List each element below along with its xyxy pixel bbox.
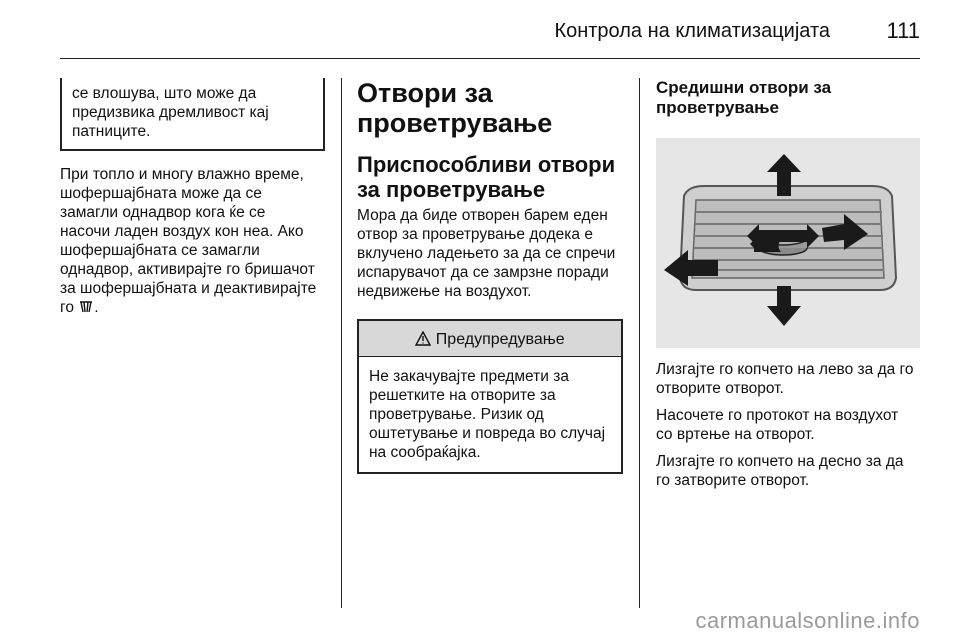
note-box: се влошува, што може да предизвика дремливост кај патниците. <box>60 78 325 151</box>
header-divider <box>60 58 920 59</box>
body-paragraph: Насочете го протокот на воздухот со вртење на отворот. <box>656 407 899 443</box>
section-heading: Отвори за проветрување <box>357 78 553 138</box>
page-number: 111 <box>886 18 920 43</box>
watermark: carmanualsonline.info <box>695 608 920 633</box>
warning-triangle-icon <box>415 331 431 348</box>
warning-text: Не закачувајте предмети за решетките на отворите за проветрување. Ризик од оштетување и повреда во случај на сообраќајка. <box>369 368 606 461</box>
body-paragraph-end: . <box>94 299 99 316</box>
warning-header <box>359 321 621 357</box>
column-divider <box>341 78 342 608</box>
body-paragraph-text: При топло и многу влажно време, шофершајбната може да се замагли однадвор кога ќе се насочи ладен воздух кон неа. Ако шофершајбната се замагли однадвор, активирајте го бришачот за шофершајбната и деактивирајте го <box>60 166 317 316</box>
body-paragraph: Лизгајте го копчето на десно за да го затворите отворот. <box>656 453 904 489</box>
column-3 <box>656 78 920 498</box>
body-paragraph: Мора да биде отворен барем еден отвор за проветрување додека е вклучено ладењето за да се спречи испарувачот да се замрзне поради недвижење на воздухот. <box>357 207 616 300</box>
windshield-wiper-icon <box>78 299 94 316</box>
warning-box <box>357 319 623 474</box>
warning-title: Предупредување <box>435 331 565 348</box>
column-1 <box>60 78 325 317</box>
subsection-heading: Приспособливи отвори за проветрување <box>357 152 616 202</box>
body-paragraph <box>60 165 325 317</box>
body-paragraph: Лизгајте го копчето на лево за да го отворите отворот. <box>656 361 914 397</box>
subsection-heading: Средишни отвори за проветрување <box>656 78 832 117</box>
page-header-title: Контрола на климатизацијата <box>554 20 830 42</box>
air-vent-illustration <box>656 138 920 348</box>
column-2 <box>357 78 623 474</box>
column-divider <box>639 78 640 608</box>
